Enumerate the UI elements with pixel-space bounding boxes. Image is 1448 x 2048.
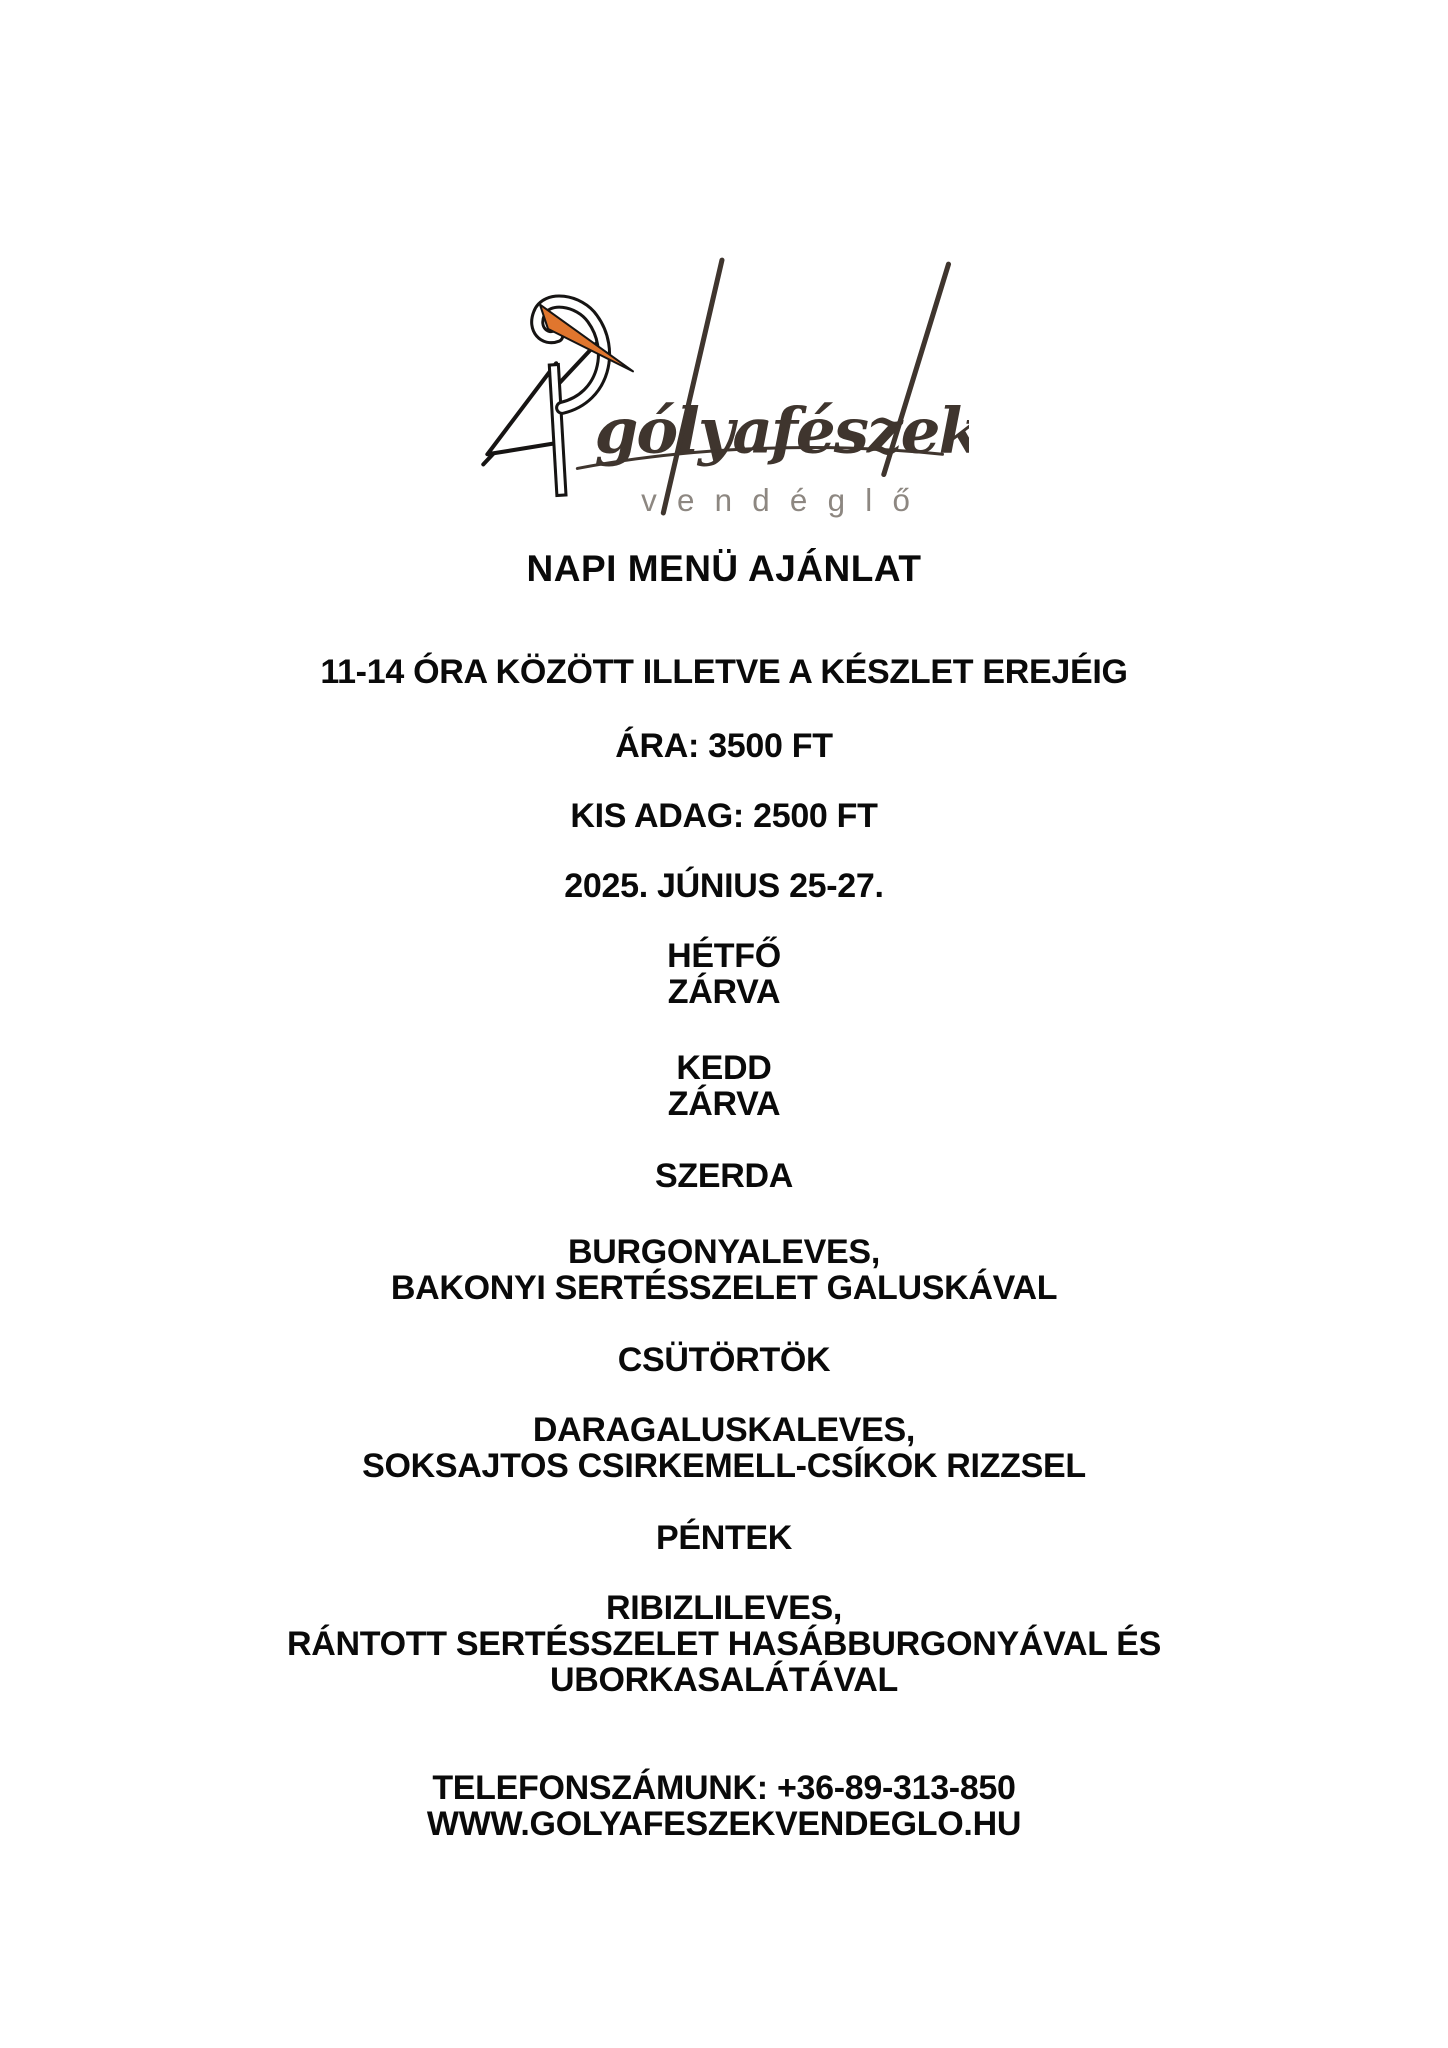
brand-script-text: gólyafészek bbox=[594, 393, 969, 468]
day-block-tuesday bbox=[668, 1050, 780, 1122]
day-menu-friday bbox=[287, 1590, 1161, 1698]
date-range: 2025. JÚNIUS 25-27. bbox=[564, 867, 884, 905]
dish-line: DARAGALUSKALEVES, bbox=[532, 1411, 916, 1449]
day-menu-wednesday bbox=[391, 1234, 1057, 1306]
brand-sub-text: vendéglő bbox=[641, 482, 931, 518]
day-heading-thursday: CSÜTÖRTÖK bbox=[617, 1341, 831, 1379]
dish-line: SOKSAJTOS CSIRKEMELL-CSÍKOK RIZZSEL bbox=[362, 1447, 1086, 1485]
price-line: ÁRA: 3500 FT bbox=[615, 727, 833, 765]
restaurant-logo bbox=[479, 250, 969, 518]
page-title: NAPI MENÜ AJÁNLAT bbox=[526, 548, 922, 589]
dish-line: UBORKASALÁTÁVAL bbox=[549, 1661, 899, 1699]
dish-line: RIBIZLILEVES, bbox=[605, 1589, 842, 1627]
contact-block bbox=[427, 1770, 1021, 1842]
stork-logo-icon bbox=[479, 250, 969, 518]
dish-line: BURGONYALEVES, bbox=[568, 1233, 880, 1271]
dish-line: RÁNTOTT SERTÉSSZELET HASÁBBURGONYÁVAL ÉS bbox=[287, 1625, 1161, 1663]
day-heading: HÉTFŐ bbox=[667, 937, 781, 975]
dish-line: BAKONYI SERTÉSSZELET GALUSKÁVAL bbox=[390, 1269, 1058, 1307]
day-heading-friday: PÉNTEK bbox=[655, 1519, 793, 1557]
day-status: ZÁRVA bbox=[667, 973, 781, 1011]
day-menu-thursday bbox=[362, 1412, 1086, 1484]
small-portion-line: KIS ADAG: 2500 FT bbox=[570, 797, 878, 835]
day-heading: KEDD bbox=[676, 1049, 772, 1087]
availability-note: 11-14 ÓRA KÖZÖTT ILLETVE A KÉSZLET EREJÉIG bbox=[320, 653, 1128, 691]
day-heading-wednesday: SZERDA bbox=[655, 1157, 793, 1195]
calligraphic-slash bbox=[663, 260, 722, 513]
day-status: ZÁRVA bbox=[667, 1085, 781, 1123]
day-block-monday bbox=[667, 938, 781, 1010]
website-line: WWW.GOLYAFESZEKVENDEGLO.HU bbox=[426, 1805, 1022, 1843]
phone-line: TELEFONSZÁMUNK: +36-89-313-850 bbox=[432, 1769, 1016, 1807]
